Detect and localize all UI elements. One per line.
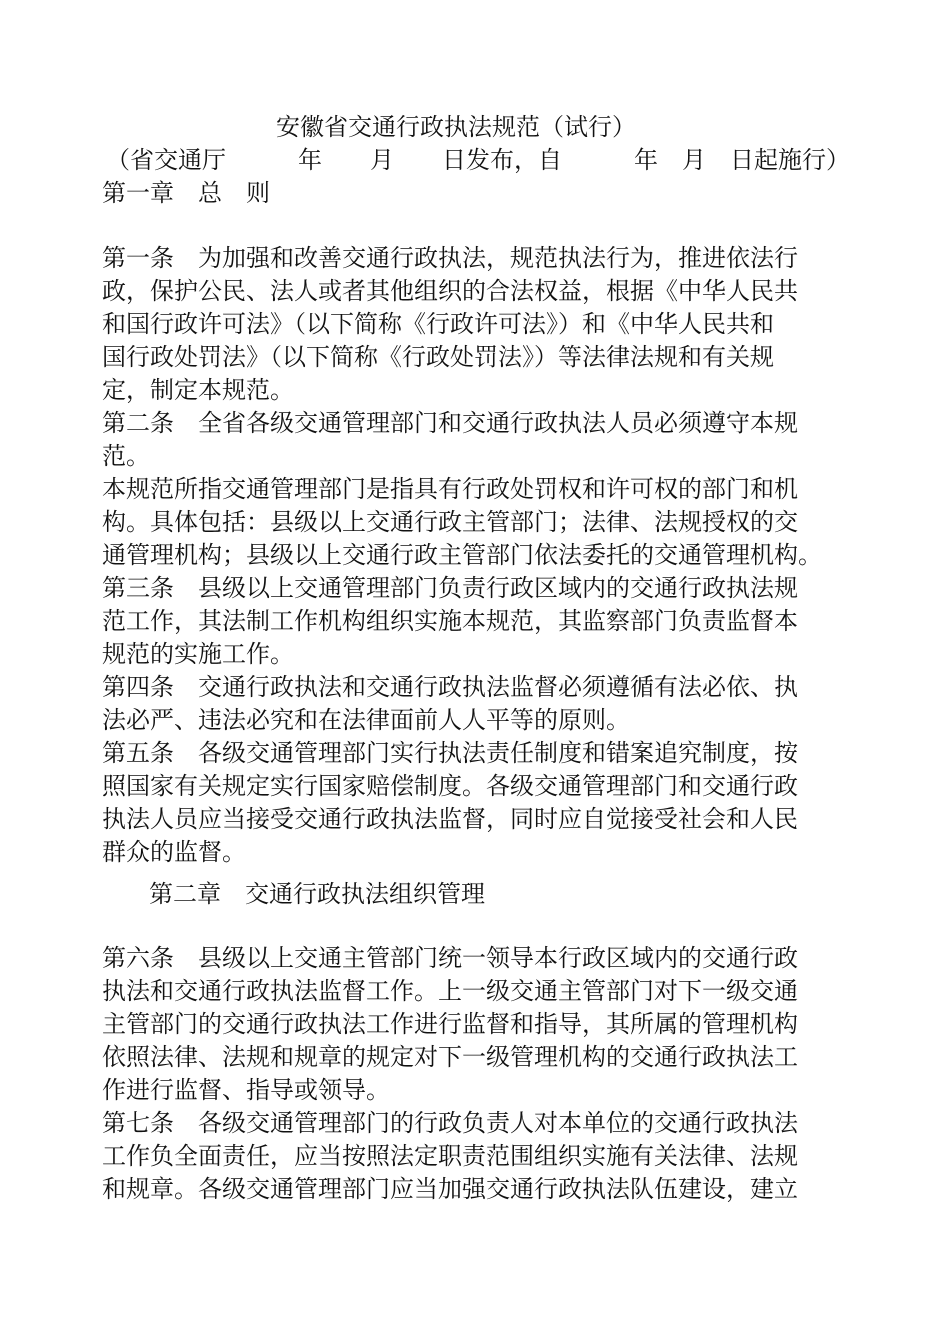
text-line: 定，制定本规范。 <box>102 376 294 404</box>
text-line: 范。 <box>102 442 150 470</box>
text-line: 第一条 为加强和改善交通行政执法，规范执法行为，推进依法行 <box>102 244 798 272</box>
text-line: 和国行政许可法》（以下简称《行政许可法》）和《中华人民共和 <box>102 310 774 338</box>
text-line: 范工作，其法制工作机构组织实施本规范，其监察部门负责监督本 <box>102 607 798 635</box>
text-line: 群众的监督。 <box>102 838 246 866</box>
document-title: 安徽省交通行政执法规范（试行） <box>276 113 636 141</box>
text-line: 第二条 全省各级交通管理部门和交通行政执法人员必须遵守本规 <box>102 409 798 437</box>
text-line: 第四条 交通行政执法和交通行政执法监督必须遵循有法必依、执 <box>102 673 798 701</box>
text-line: 执法和交通行政执法监督工作。上一级交通主管部门对下一级交通 <box>102 977 798 1005</box>
text-line: 法必严、违法必究和在法律面前人人平等的原则。 <box>102 706 630 734</box>
text-line: 第七条 各级交通管理部门的行政负责人对本单位的交通行政执法 <box>102 1109 798 1137</box>
text-line: 第六条 县级以上交通主管部门统一领导本行政区域内的交通行政 <box>102 944 798 972</box>
text-line: 规范的实施工作。 <box>102 640 294 668</box>
text-line: 本规范所指交通管理部门是指具有行政处罚权和许可权的部门和机 <box>102 475 798 503</box>
text-line: 和规章。各级交通管理部门应当加强交通行政执法队伍建设，建立 <box>102 1175 798 1203</box>
text-line: 执法人员应当接受交通行政执法监督，同时应自觉接受社会和人民 <box>102 805 798 833</box>
chapter-1-heading: 第一章 总 则 <box>102 179 270 207</box>
text-line: 作进行监督、指导或领导。 <box>102 1076 390 1104</box>
chapter-2-heading: 第二章 交通行政执法组织管理 <box>149 880 485 908</box>
text-line: 工作负全面责任，应当按照法定职责范围组织实施有关法律、法规 <box>102 1142 798 1170</box>
text-line: 第三条 县级以上交通管理部门负责行政区域内的交通行政执法规 <box>102 574 798 602</box>
text-line: 主管部门的交通行政执法工作进行监督和指导，其所属的管理机构 <box>102 1010 798 1038</box>
text-line: 构。具体包括：县级以上交通行政主管部门；法律、法规授权的交 <box>102 508 798 536</box>
document-subtitle: （省交通厅 年 月 日发布，自 年 月 日起施行） <box>106 146 850 174</box>
text-line: 第五条 各级交通管理部门实行执法责任制度和错案追究制度，按 <box>102 739 798 767</box>
text-line: 依照法律、法规和规章的规定对下一级管理机构的交通行政执法工 <box>102 1043 798 1071</box>
text-line: 通管理机构；县级以上交通行政主管部门依法委托的交通管理机构。 <box>102 541 822 569</box>
text-line: 政，保护公民、法人或者其他组织的合法权益，根据《中华人民共 <box>102 277 798 305</box>
text-line: 照国家有关规定实行国家赔偿制度。各级交通管理部门和交通行政 <box>102 772 798 800</box>
text-line: 国行政处罚法》（以下简称《行政处罚法》）等法律法规和有关规 <box>102 343 774 371</box>
